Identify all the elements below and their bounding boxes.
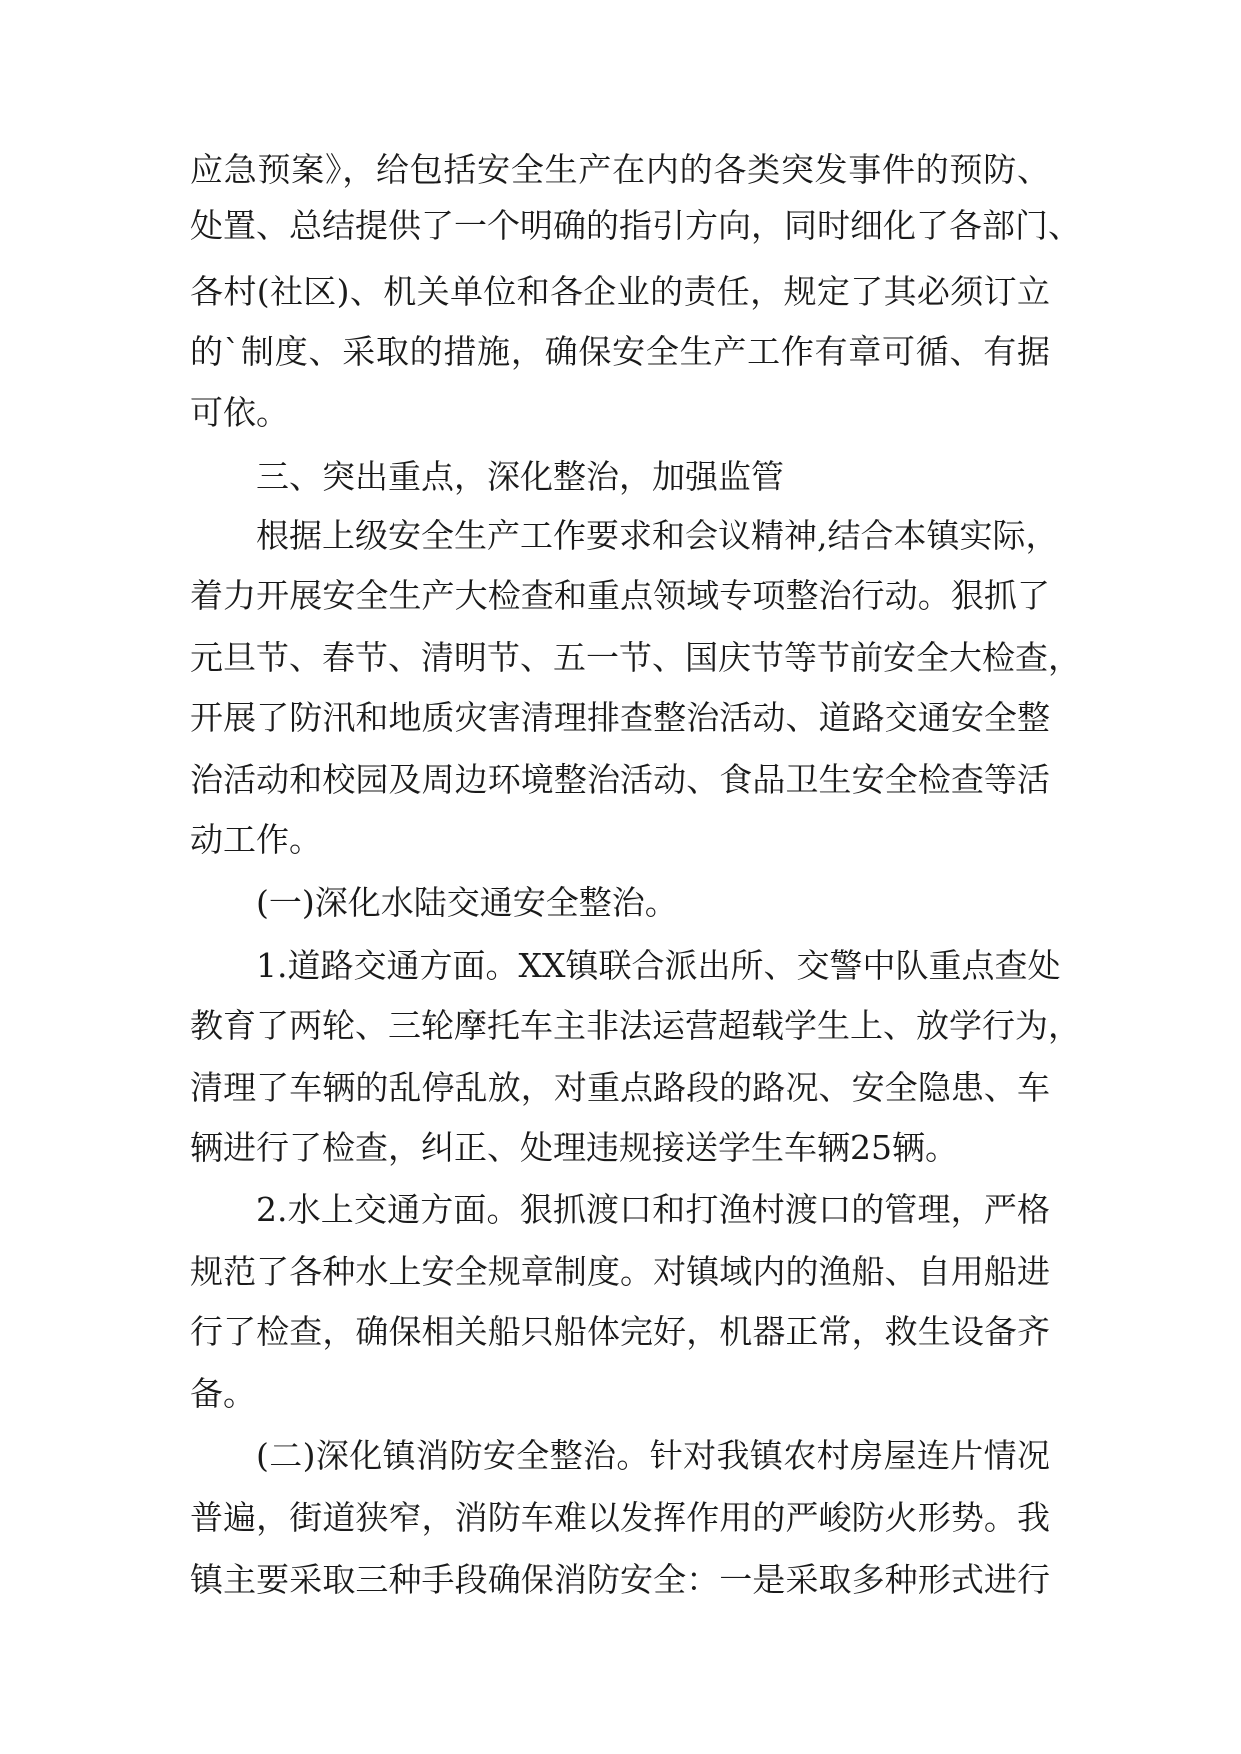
text-line: 可依。 bbox=[190, 393, 289, 432]
text-line: 规范了各种水上安全规章制度。对镇域内的渔船、自用船进 bbox=[190, 1252, 1050, 1291]
text-line: 辆进行了检查，纠正、处理违规接送学生车辆25辆。 bbox=[190, 1128, 958, 1167]
text-line: 1.道路交通方面。XX镇联合派出所、交警中队重点查处 bbox=[256, 946, 1061, 985]
text-line: 清理了车辆的乱停乱放，对重点路段的路况、安全隐患、车 bbox=[190, 1068, 1050, 1107]
text-line: (二)深化镇消防安全整治。针对我镇农村房屋连片情况 bbox=[256, 1436, 1050, 1475]
text-line: 根据上级安全生产工作要求和会议精神,结合本镇实际， bbox=[256, 516, 1059, 555]
text-line: 治活动和校园及周边环境整治活动、食品卫生安全检查等活 bbox=[190, 760, 1050, 799]
text-line: 镇主要采取三种手段确保消防安全：一是采取多种形式进行 bbox=[190, 1560, 1050, 1599]
text-line: 普遍，街道狭窄，消防车难以发挥作用的严峻防火形势。我 bbox=[190, 1498, 1050, 1537]
text-line: 行了检查，确保相关船只船体完好，机器正常，救生设备齐 bbox=[190, 1312, 1050, 1351]
text-line: 备。 bbox=[190, 1374, 256, 1413]
text-line: 处置、总结提供了一个明确的指引方向，同时细化了各部门、 bbox=[190, 206, 1081, 245]
text-line: 教育了两轮、三轮摩托车主非法运营超载学生上、放学行为， bbox=[190, 1006, 1081, 1045]
subsection-heading: (一)深化水陆交通安全整治。 bbox=[256, 883, 678, 922]
text-line: 开展了防汛和地质灾害清理排查整治活动、道路交通安全整 bbox=[190, 698, 1050, 737]
text-line: 应急预案》，给包括安全生产在内的各类突发事件的预防、 bbox=[190, 150, 1050, 189]
text-line: 的`制度、采取的措施，确保安全生产工作有章可循、有据 bbox=[190, 332, 1050, 371]
text-line: 动工作。 bbox=[190, 820, 322, 859]
text-line: 2.水上交通方面。狠抓渡口和打渔村渡口的管理，严格 bbox=[256, 1190, 1050, 1229]
text-line: 元旦节、春节、清明节、五一节、国庆节等节前安全大检查， bbox=[190, 638, 1081, 677]
text-line: 各村(社区)、机关单位和各企业的责任，规定了其必须订立 bbox=[190, 272, 1050, 311]
text-line: 着力开展安全生产大检查和重点领域专项整治行动。狠抓了 bbox=[190, 576, 1050, 615]
section-heading: 三、突出重点，深化整治，加强监管 bbox=[256, 457, 784, 496]
